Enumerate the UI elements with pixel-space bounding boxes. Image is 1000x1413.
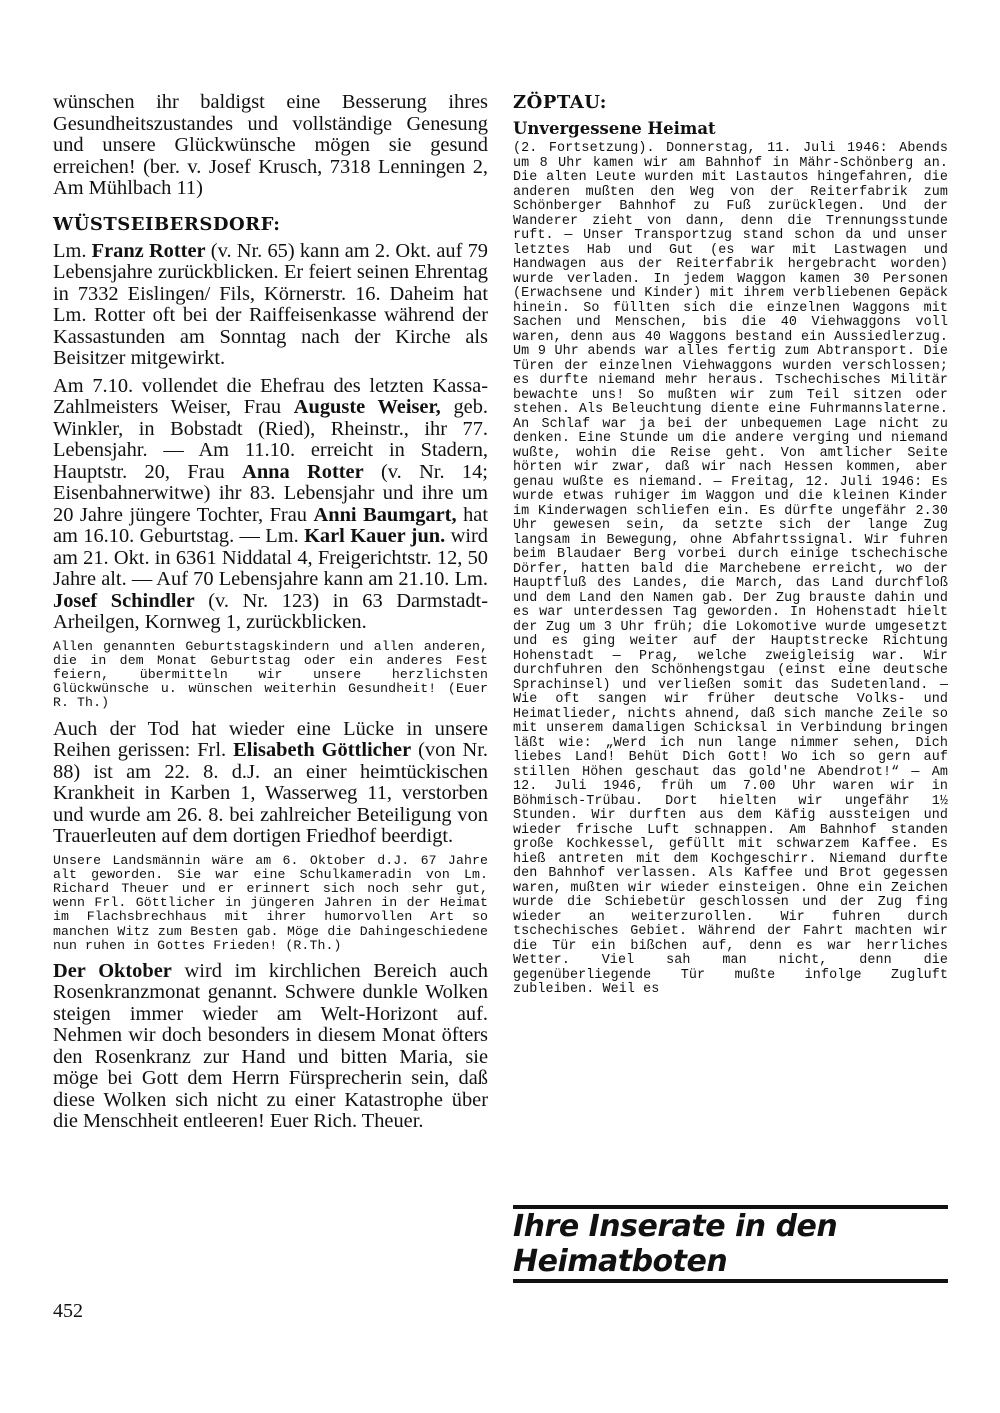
paragraph-birthday-wishes: wünschen ihr baldigst eine Besserung ihres Gesundheitszustandes und vollständige Genesung und unsere Glückwünsche mögen sie gesund erreichen! (ber. v. Josef Krusch, 7318 Lenningen 2, Am Mühlbach 11) <box>53 91 488 199</box>
text-span: wird am 21. Okt. in 6361 Niddatal 4, Freigerichtstr. 12, 50 Jahre alt. — Auf 70 Lebensjahre kann am 21.10. Lm. <box>53 525 488 590</box>
text-span: Lm. <box>53 239 92 262</box>
text-span: wird im kirchlichen Bereich auch Rosenkranzmonat genannt. Schwere dunkle Wolken steigen immer wieder am Welt-Horizont auf. Nehmen wir doch besonders in diesem Monat öfters den Rosenkranz zur Hand und bitten Maria, sie möge bei Gott dem Herrn Fürsprecherin sein, daß diese Wolken sich nicht zu einer Katastrophe über die Menschheit entleeren! Euer Rich. Theuer. <box>53 959 488 1133</box>
paragraph-obituary-note: Unsere Landsmännin wäre am 6. Oktober d.J. 67 Jahre alt geworden. Sie war eine Schulkameradin von Lm. Richard Theuer und er erinnert sich noch sehr gut, wenn Frl. Göttlicher in jüngeren Jahren in der Heimat im Flachsbrechhaus mit ihrer humorvollen Art so manchen Witz zum Besten gab. Möge die Dahingeschiedene nun ruhen in Gottes Frieden! (R.Th.) <box>53 852 488 953</box>
text-span: (v. Nr. 65) kann am 2. Okt. auf 79 Lebensjahre zurückblicken. Er feiert seinen Ehrentag in 7332 Eislingen/ Fils, Körnerstr. 16. Daheim hat Lm. Rotter oft bei der Raiffeisenkasse während der Kassastunden am Sonntag nach der Kirche als Beisitzer mitgewirkt. <box>53 239 488 369</box>
paragraph-obituary <box>53 719 488 848</box>
text-span: Auch der Tod hat wieder eine Lücke in unsere Reihen gerissen: Frl. <box>53 717 488 762</box>
person-name: Karl Kauer jun. <box>304 525 446 547</box>
text-span: Am 7.10. vollendet die Ehefrau des letzten Kassa-Zahlmeisters Weiser, Frau <box>53 374 488 418</box>
person-name: Anna Rotter <box>242 460 364 483</box>
person-name: Franz Rotter <box>91 239 206 262</box>
advertisement-banner <box>513 1205 948 1283</box>
heading-wuestseibersdorf: WÜSTSEIBERSDORF: <box>53 213 281 235</box>
text-span: (v. Nr. 123) in 63 Darmstadt-Arheilgen, Kornweg 1, zurückblicken. <box>53 589 489 633</box>
article-body: (2. Fortsetzung). Donnerstag, 11. Juli 1946: Abends um 8 Uhr kamen wir am Bahnhof in Mähr-Schönberg an. Die alten Leute wurden mit Lastautos hingefahren, die anderen mußten den Weg von der Reiterfabrik zum Schönberger Bahnhof zu Fuß zurücklegen. Und der Wanderer zieht von dann, denn die Trennungsstunde ruft. — Unser Transportzug stand schon da und unser letztes Hab und Gut (es war mit Lastwagen und Handwagen aus der Reiterfabrik hergebracht worden) wurde verladen. In jedem Waggon kamen 30 Personen (Erwachsene und Kinder) mit ihrem verbliebenen Gepäck hinein. So füllten sich die einzelnen Waggons mit Sachen und Menschen, bis die 40 Viehwaggons voll waren, denn aus 40 Waggons bestand ein Aussiedlerzug. Um 9 Uhr abends war alles fertig zum Abtransport. Die Türen der einzelnen Viehwaggons wurden verschlossen; es durfte niemand mehr heraus. Tschechisches Militär bewachte uns! So mußten wir zum Teil sitzen oder stehen. Als Beleuchtung diente eine Fuhrmannslaterne. An Schlaf war ja bei der unbequemen Lage nicht zu denken. Eine Stunde um die andere verging und niemand wußte, wohin die Reise geht. Von amtlicher Seite hörten wir zwar, daß wir nach Hessen kommen, aber genau wußte es niemand. — Freitag, 12. Juli 1946: Es wurde etwas ruhiger im Waggon und die kleinen Kinder im Kinderwagen schliefen ein. Es dürfte ungefähr 2.30 Uhr gewesen sein, da setzte sich der lange Zug langsam in Bewegung, ohne Abfahrtssignal. Wir fuhren beim Blaudaer Berg vorbei durch einige tschechische Dörfer, hatten bald die Marchebene erreicht, wo der Hauptfluß des Landes, die March, das Land durchfloß und dem Land den Namen gab. Der Zug brauste dahin und es war unterdessen Tag geworden. In Hohenstadt hielt der Zug um 3 Uhr früh; die Lokomotive wurde umgesetzt und es ging weiter auf der Hauptstrecke Richtung Hohenstadt — Prag, welche zweigleisig war. Wir durchfuhren den Schönhengstgau (einst eine deutsche Sprachinsel) und verließen somit das Sudetenland. — Wie oft sangen wir früher deutsche Volks- und Heimatlieder, nichts ahnend, daß sich manche Zeile so mit unserem damaligen Schicksal in Verbindung bringen läßt wie: „Werd ich nun lange nimmer sehen, Dich liebes Land! Behüt Dich Gott! Wo ich so gern auf stillen Höhen geschaut das gold'ne Abendrot!“ — Am 12. Juli 1946, früh um 7.00 Uhr waren wir in Böhmisch-Trübau. Dort hielten wir ungefähr 1½ Stunden. Wir durften aus dem Käfig aussteigen und wieder frische Luft schnappen. Am Bahnhof standen große Kochkessel, gefüllt mit schwarzem Kaffee. Es hieß antreten mit dem Kochgeschirr. Niemand durfte den Bahnhof verlassen. Als Kaffee und Brot gegessen waren, mußten wir wieder einsteigen. Ohne ein Zeichen wurde die Schiebetür geschlossen und der Zug fing wieder an weiterzurollen. Wir fuhren durch tschechisches Gebiet. Während der Fahrt machten wir die Tür ein bißchen auf, denn es war herrliches Wetter. Viel sah man nicht, denn die gegenüberliegende Tür mußte infolge Zugluft zubleiben. Weil es <box>513 141 948 997</box>
paragraph-birthdays-october <box>53 376 488 634</box>
person-name: Auguste Weiser, <box>293 396 441 418</box>
person-name: Anni Baumgart, <box>313 503 457 526</box>
advertisement-text: Ihre Inserate in den Heimatboten <box>513 1209 838 1279</box>
heading-zoeptau: ZÖPTAU: <box>513 92 607 113</box>
right-column <box>513 92 948 1006</box>
paragraph-october <box>53 961 488 1133</box>
text-span: (v. Nr. 14; Eisenbahnerwitwe) ihr 83. Lebensjahr und ihre um 20 Jahre jüngere Tochter, Frau <box>53 460 488 526</box>
text-span: geb. Winkler, in Bobstadt (Ried), Rheinstr., ihr 77. Lebensjahr. — Am 11.10. erreicht in Stadern, Hauptstr. 20, Frau <box>53 396 488 483</box>
paragraph-greetings: Allen genannten Geburtstagskindern und allen anderen, die in dem Monat Geburtstag oder ein anderes Fest feiern, übermitteln wir unsere herzlichsten Glückwünsche u. wünschen weiterhin Gesundheit! (Euer R. Th.) <box>53 638 488 711</box>
text-span: hat am 16.10. Geburtstag. — Lm. <box>53 503 489 547</box>
text-span: (von Nr. 88) ist am 22. 8. d.J. an einer heimtückischen Krankheit in Karben 1, Wasserweg 11, verstorben und wurde am 26. 8. bei zahlreicher Beteiligung von Trauerleuten auf dem dortigen Friedhof beerdigt. <box>53 739 489 848</box>
page-number: 452 <box>53 1300 83 1322</box>
paragraph-franz-rotter <box>53 241 488 370</box>
person-name: Josef Schindler <box>53 589 195 612</box>
left-column <box>53 92 488 1139</box>
paragraph-lead: Der Oktober <box>53 959 172 982</box>
person-name: Elisabeth Göttlicher <box>233 739 412 762</box>
article-subheading: Unvergessene Heimat <box>513 119 716 138</box>
